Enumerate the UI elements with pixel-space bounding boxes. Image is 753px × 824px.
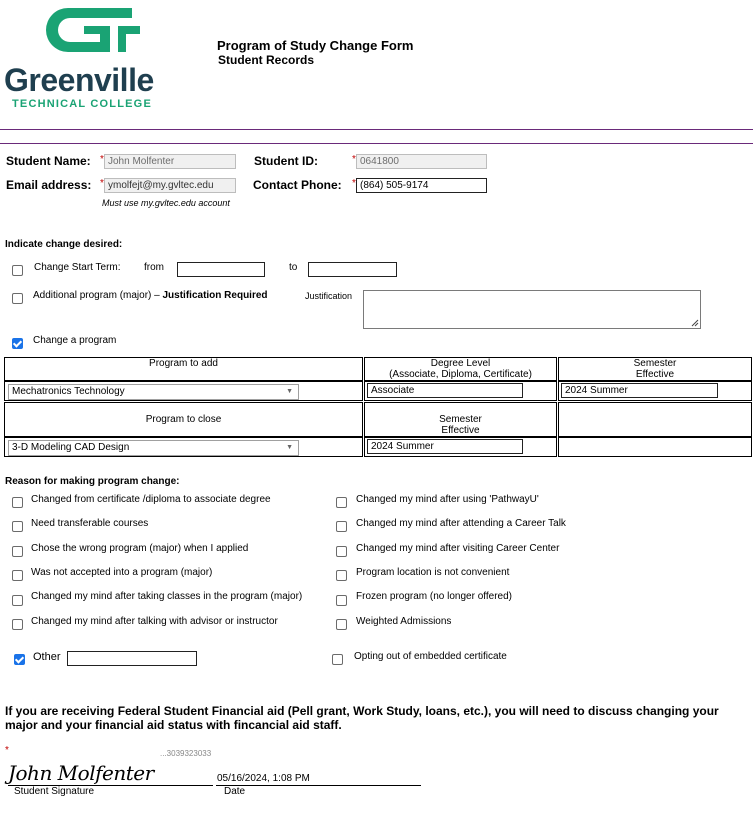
reasons-heading: Reason for making program change:	[5, 476, 180, 487]
signature-image[interactable]: John Molfenter	[8, 761, 154, 785]
degree-level-header	[364, 358, 557, 380]
semester-effective-header	[558, 358, 752, 380]
form-title: Program of Study Change Form	[217, 38, 414, 53]
student-id-label: Student ID:	[254, 154, 318, 168]
from-label: from	[144, 262, 164, 273]
close-semester-header	[364, 414, 557, 436]
semester-header-line2: Effective	[635, 369, 675, 380]
degree-level-input[interactable]: Associate	[367, 383, 523, 398]
email-note: Must use my.gvltec.edu account	[102, 198, 230, 208]
college-name: Greenville	[4, 62, 154, 98]
chevron-down-icon: ▼	[286, 388, 293, 395]
reason-label: Changed my mind after taking classes in the program (major)	[31, 591, 303, 602]
required-marker: *	[100, 154, 104, 165]
degree-level-header-line2: (Associate, Diploma, Certificate)	[389, 369, 532, 380]
reason-checkbox[interactable]	[336, 497, 347, 508]
student-id-input[interactable]: 0641800	[356, 154, 487, 169]
reason-label: Changed my mind after attending a Career Talk	[356, 518, 566, 529]
college-logo	[0, 0, 160, 115]
program-to-close-select[interactable]	[8, 440, 299, 456]
start-term-to-input[interactable]	[308, 262, 397, 277]
change-start-term-checkbox[interactable]	[12, 265, 23, 276]
date-label: Date	[224, 786, 246, 797]
divider-top	[0, 129, 753, 130]
table-cell	[558, 402, 752, 437]
reason-label: Changed my mind after using 'PathwayU'	[356, 494, 539, 505]
reason-checkbox[interactable]	[12, 619, 23, 630]
required-marker: *	[5, 745, 9, 756]
other-input[interactable]	[67, 651, 197, 666]
email-input[interactable]: ymolfejt@my.gvltec.edu	[104, 178, 236, 193]
date-value: 05/16/2024, 1:08 PM	[217, 773, 310, 784]
reason-label: Weighted Admissions	[356, 616, 452, 627]
form-subtitle: Student Records	[218, 53, 315, 67]
justification-required-text: Justification Required	[162, 290, 268, 301]
opt-out-label: Opting out of embedded certificate	[354, 651, 507, 662]
change-program-checkbox[interactable]	[12, 338, 23, 349]
change-program-label: Change a program	[33, 335, 117, 346]
financial-aid-notice: If you are receiving Federal Student Financial aid (Pell grant, Work Study, loans, etc.), you will need to discuss changing your major and your financial aid status with fincancial aid staff.	[5, 704, 719, 732]
required-marker: *	[100, 178, 104, 189]
required-marker: *	[352, 154, 356, 165]
reason-label: Changed my mind after talking with advisor or instructor	[31, 616, 278, 627]
change-start-term-label: Change Start Term:	[34, 262, 121, 273]
close-semester-input[interactable]: 2024 Summer	[367, 439, 523, 454]
justification-textarea[interactable]	[363, 290, 701, 329]
email-label: Email address:	[6, 178, 92, 192]
reason-checkbox[interactable]	[336, 619, 347, 630]
program-to-add-select[interactable]	[8, 384, 299, 400]
signature-label: Student Signature	[14, 786, 95, 797]
divider-bottom	[0, 143, 753, 144]
reason-label: Need transferable courses	[31, 518, 149, 529]
reason-checkbox[interactable]	[336, 595, 347, 606]
reason-checkbox[interactable]	[12, 546, 23, 557]
student-name-input[interactable]: John Molfenter	[104, 154, 236, 169]
additional-program-checkbox[interactable]	[12, 293, 23, 304]
program-to-close-value: 3-D Modeling CAD Design	[12, 442, 130, 453]
reason-label: Changed from certificate /diploma to associate degree	[31, 494, 271, 505]
program-to-close-header: Program to close	[145, 414, 222, 425]
reason-label: Changed my mind after visiting Career Center	[356, 543, 560, 554]
justification-label: Justification	[305, 291, 353, 301]
signature-id: ...3039323033	[160, 749, 212, 758]
degree-level-header-line1: Degree Level	[430, 358, 491, 369]
chevron-down-icon: ▼	[286, 444, 293, 451]
reason-label: Program location is not convenient	[356, 567, 510, 578]
other-label: Other	[33, 651, 61, 663]
close-semester-header-line2: Effective	[441, 425, 480, 436]
add-semester-input[interactable]: 2024 Summer	[561, 383, 718, 398]
start-term-from-input[interactable]	[177, 262, 265, 277]
reason-checkbox[interactable]	[12, 521, 23, 532]
reason-label: Was not accepted into a program (major)	[31, 567, 213, 578]
reason-checkbox[interactable]	[336, 521, 347, 532]
reason-checkbox[interactable]	[336, 546, 347, 557]
required-marker: *	[352, 178, 356, 189]
phone-input[interactable]: (864) 505-9174	[356, 178, 487, 193]
program-to-add-header: Program to add	[149, 358, 218, 369]
semester-header-line1: Semester	[633, 358, 677, 369]
college-subtitle: TECHNICAL COLLEGE	[12, 98, 152, 110]
reason-label: Frozen program (no longer offered)	[356, 591, 513, 602]
additional-program-label	[33, 290, 268, 301]
resize-handle-icon[interactable]	[690, 318, 699, 327]
other-checkbox[interactable]	[14, 654, 25, 665]
date-line	[216, 785, 421, 786]
phone-label: Contact Phone:	[253, 178, 342, 192]
close-semester-header-line1: Semester	[439, 414, 482, 425]
student-name-label: Student Name:	[6, 154, 91, 168]
opt-out-checkbox[interactable]	[332, 654, 343, 665]
reason-checkbox[interactable]	[12, 570, 23, 581]
logo-mark-icon	[40, 4, 144, 62]
reason-checkbox[interactable]	[336, 570, 347, 581]
reason-label: Chose the wrong program (major) when I applied	[31, 543, 249, 554]
additional-program-text: Additional program (major) –	[33, 290, 163, 301]
program-to-add-value: Mechatronics Technology	[12, 386, 125, 397]
reason-checkbox[interactable]	[12, 595, 23, 606]
to-label: to	[289, 262, 298, 273]
table-cell	[558, 437, 752, 457]
reason-checkbox[interactable]	[12, 497, 23, 508]
change-heading: Indicate change desired:	[5, 239, 123, 250]
